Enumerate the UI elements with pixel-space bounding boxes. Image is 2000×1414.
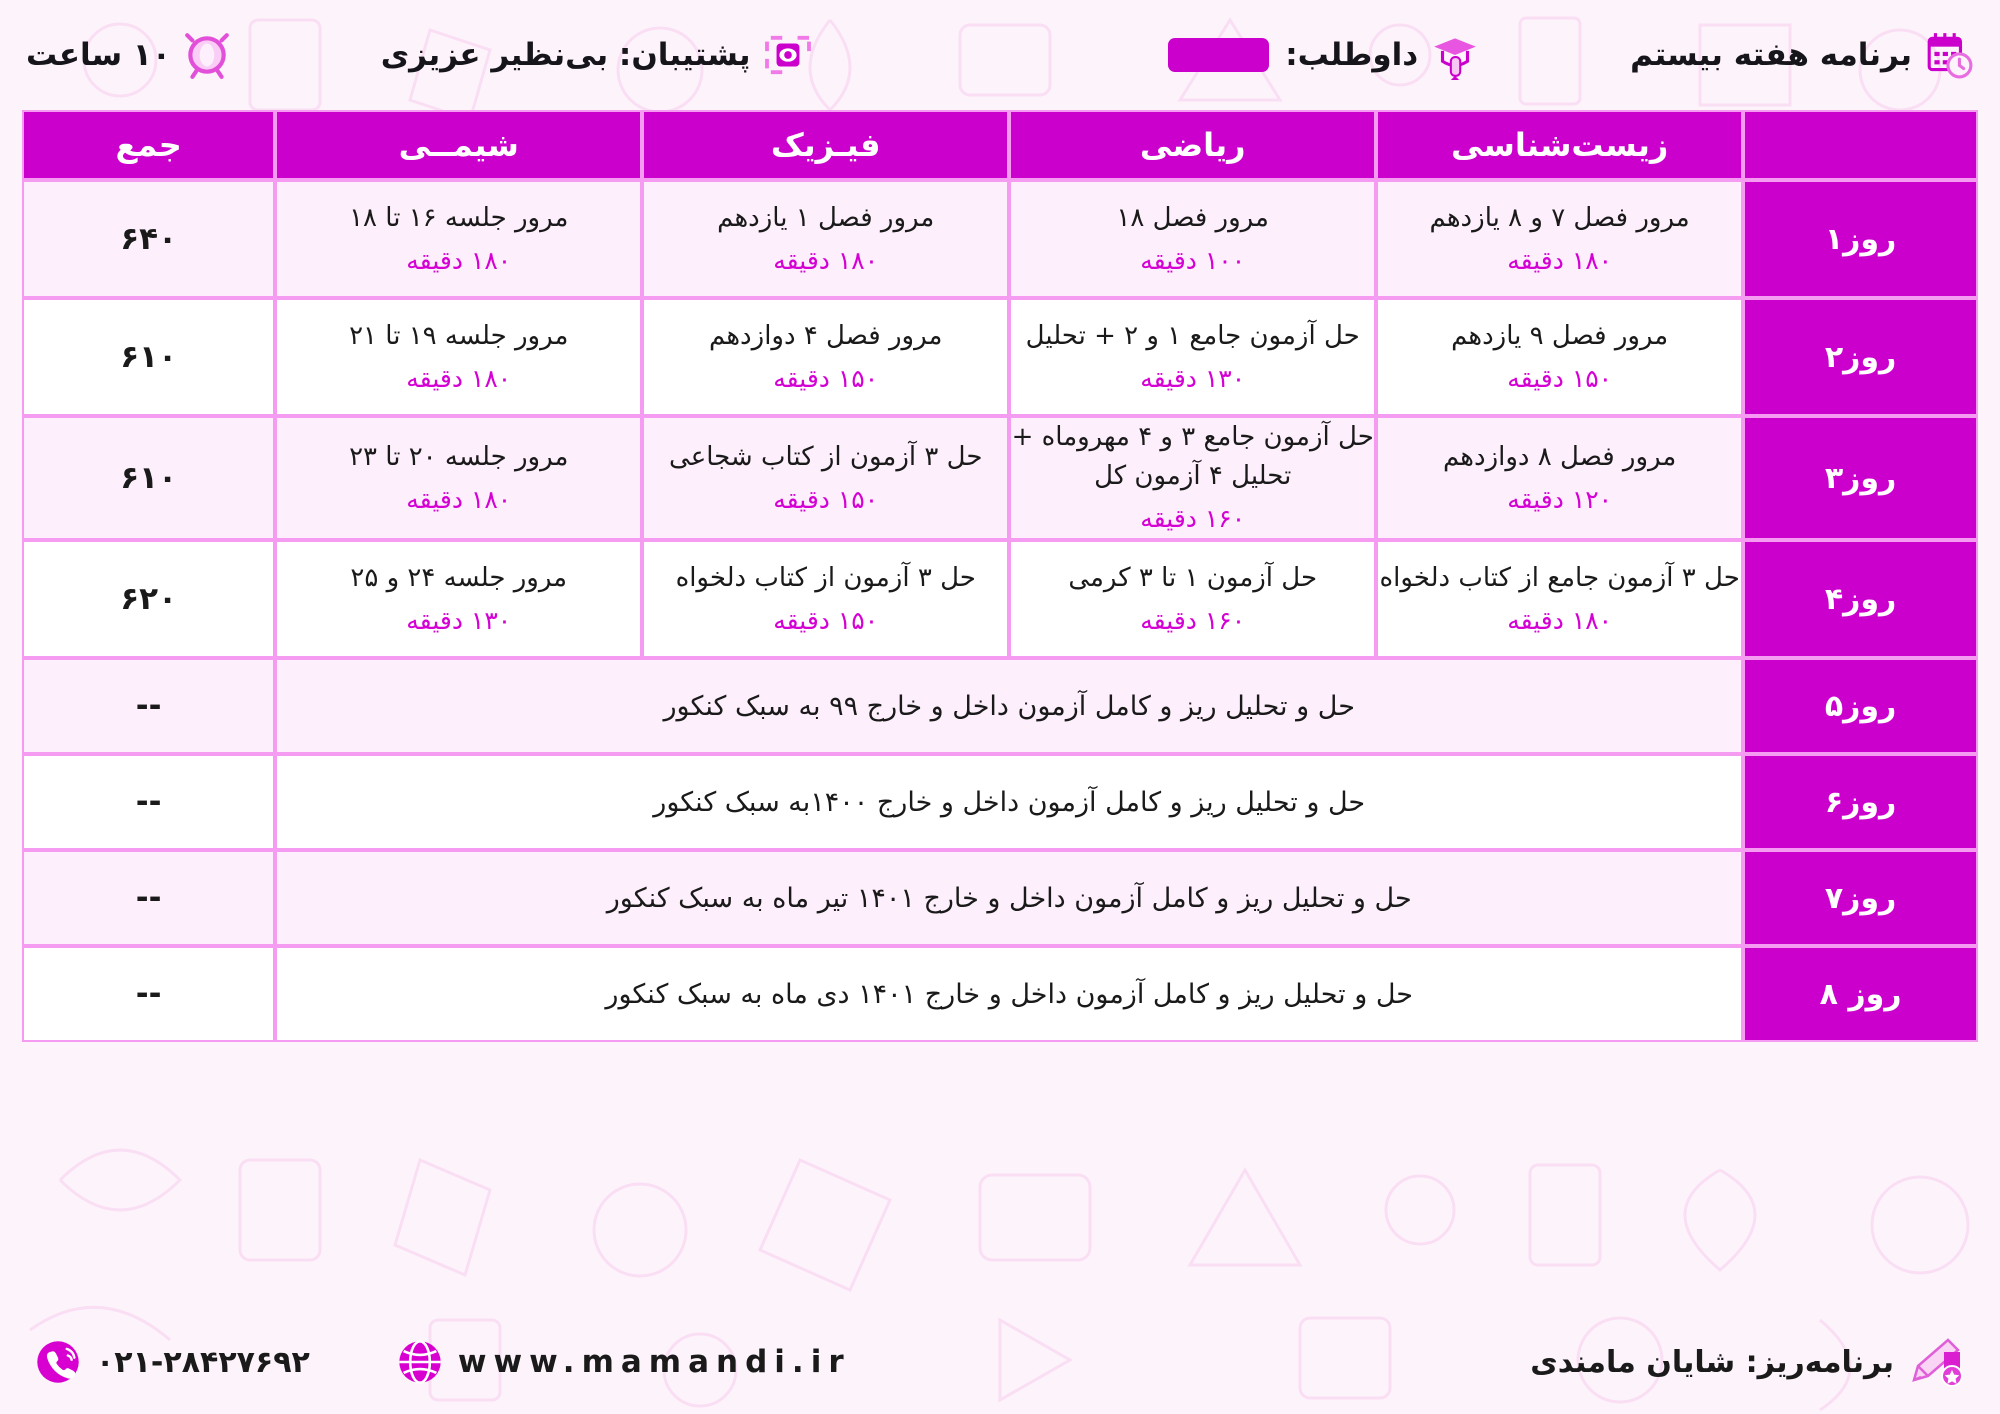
graduation-cap-icon [1430, 30, 1480, 80]
col-header-day [1743, 110, 1978, 180]
task-minutes: ۱۵۰ دقیقه [773, 363, 879, 393]
table-row [22, 754, 1978, 850]
day-label: روز۷ [1743, 850, 1978, 946]
cell-sum: ۶۱۰ [22, 298, 275, 416]
cell-sum: ۶۱۰ [22, 416, 275, 540]
pen-icon [1908, 1336, 1966, 1388]
task-minutes: ۱۲۰ دقیقه [1507, 484, 1613, 514]
table-row [22, 540, 1978, 658]
cell-physics [642, 540, 1009, 658]
cell-sum: -- [22, 850, 275, 946]
day-label: روز۵ [1743, 658, 1978, 754]
cell-biology [1376, 416, 1743, 540]
day-label: روز۲ [1743, 298, 1978, 416]
task-text: حل ۳ آزمون جامع از کتاب دلخواه [1379, 562, 1740, 593]
schedule-table-wrap [0, 110, 2000, 1042]
table-row [22, 180, 1978, 298]
header-title-group [1630, 30, 1974, 80]
task-text: مرور فصل ۹ یازدهم [1451, 320, 1669, 351]
col-header-biology: زیست‌شناسی [1376, 110, 1743, 180]
day-label: روز۶ [1743, 754, 1978, 850]
cell-chemistry [275, 416, 642, 540]
cell-math [1009, 298, 1376, 416]
website-group[interactable] [396, 1338, 851, 1386]
day-label: روز۱ [1743, 180, 1978, 298]
cell-full-week-task: حل و تحلیل ریز و کامل آزمون داخل و خارج ۱۴۰۱ تیر ماه به سبک کنکور [275, 850, 1743, 946]
cell-biology [1376, 180, 1743, 298]
task-minutes: ۱۳۰ دقیقه [1140, 363, 1246, 393]
table-body [22, 180, 1978, 1042]
planner-group [1530, 1336, 1966, 1388]
table-row [22, 658, 1978, 754]
table-row [22, 416, 1978, 540]
task-text: مرور فصل ۱ یازدهم [717, 202, 935, 233]
cell-biology [1376, 540, 1743, 658]
day-label: روز۳ [1743, 416, 1978, 540]
candidate-value[interactable]: ----- [1168, 38, 1269, 73]
cell-chemistry [275, 298, 642, 416]
table-row [22, 298, 1978, 416]
hours-label: ۱۰ ساعت [26, 37, 171, 73]
task-minutes: ۱۸۰ دقیقه [406, 245, 512, 275]
phone-group[interactable] [34, 1338, 310, 1386]
task-text: مرور جلسه ۲۴ و ۲۵ [350, 562, 568, 593]
cell-sum: -- [22, 658, 275, 754]
cell-sum: ۶۲۰ [22, 540, 275, 658]
cell-math [1009, 540, 1376, 658]
task-minutes: ۱۸۰ دقیقه [406, 484, 512, 514]
page-header [0, 0, 2000, 110]
task-minutes: ۱۵۰ دقیقه [773, 605, 879, 635]
planner-label: برنامه‌ریز: شایان مامندی [1530, 1344, 1894, 1380]
phone-icon [34, 1338, 82, 1386]
globe-icon [396, 1338, 444, 1386]
task-text: مرور جلسه ۱۶ تا ۱۸ [349, 202, 569, 233]
col-header-sum: جمع [22, 110, 275, 180]
candidate-group [1168, 30, 1480, 80]
cell-physics [642, 416, 1009, 540]
task-minutes: ۱۸۰ دقیقه [406, 363, 512, 393]
task-minutes: ۱۸۰ دقیقه [773, 245, 879, 275]
table-row [22, 946, 1978, 1042]
col-header-physics: فیـزیک [642, 110, 1009, 180]
alarm-clock-icon [183, 30, 231, 80]
task-text: مرور فصل ۱۸ [1116, 202, 1269, 233]
hours-group [26, 30, 231, 80]
task-text: حل آزمون جامع ۱ و ۲ + تحلیل [1025, 320, 1360, 351]
cell-sum: -- [22, 946, 275, 1042]
cell-full-week-task: حل و تحلیل ریز و کامل آزمون داخل و خارج ۹۹ به سبک کنکور [275, 658, 1743, 754]
task-text: مرور فصل ۴ دوازدهم [709, 320, 943, 351]
calendar-clock-icon [1924, 30, 1974, 80]
task-minutes: ۱۶۰ دقیقه [1140, 504, 1246, 534]
supporter-label: پشتیبان: بی‌نظیر عزیزی [380, 37, 751, 73]
cell-chemistry [275, 540, 642, 658]
task-minutes: ۱۳۰ دقیقه [406, 605, 512, 635]
task-minutes: ۱۰۰ دقیقه [1140, 245, 1246, 275]
cell-math [1009, 416, 1376, 540]
task-text: حل ۳ آزمون از کتاب دلخواه [675, 562, 976, 593]
task-text: حل آزمون جامع ۳ و ۴ مهروماه + تحلیل ۴ آزمون کل [1011, 422, 1374, 492]
task-text: حل ۳ آزمون از کتاب شجاعی [669, 441, 983, 472]
table-header-row [22, 110, 1978, 180]
col-header-math: ریاضی [1009, 110, 1376, 180]
task-text: مرور فصل ۸ دوازدهم [1442, 441, 1677, 472]
eye-card-icon [763, 34, 813, 76]
task-minutes: ۱۸۰ دقیقه [1507, 605, 1613, 635]
task-minutes: ۱۵۰ دقیقه [1507, 363, 1613, 393]
cell-math [1009, 180, 1376, 298]
cell-physics [642, 298, 1009, 416]
cell-sum: -- [22, 754, 275, 850]
candidate-label: داوطلب: [1285, 37, 1419, 73]
task-text: مرور فصل ۷ و ۸ یازدهم [1429, 202, 1690, 233]
cell-full-week-task: حل و تحلیل ریز و کامل آزمون داخل و خارج ۱۴۰۰به سبک کنکور [275, 754, 1743, 850]
page-footer [0, 1310, 2000, 1414]
cell-biology [1376, 298, 1743, 416]
table-row [22, 850, 1978, 946]
task-text: مرور جلسه ۲۰ تا ۲۳ [349, 441, 569, 472]
task-minutes: ۱۸۰ دقیقه [1507, 245, 1613, 275]
task-text: مرور جلسه ۱۹ تا ۲۱ [349, 320, 569, 351]
day-label: روز ۸ [1743, 946, 1978, 1042]
cell-sum: ۶۴۰ [22, 180, 275, 298]
day-label: روز۴ [1743, 540, 1978, 658]
page-title: برنامه هفته بیستم [1630, 37, 1912, 73]
col-header-chemistry: شیمــی [275, 110, 642, 180]
cell-physics [642, 180, 1009, 298]
cell-full-week-task: حل و تحلیل ریز و کامل آزمون داخل و خارج ۱۴۰۱ دی ماه به سبک کنکور [275, 946, 1743, 1042]
supporter-group [381, 34, 813, 76]
task-minutes: ۱۶۰ دقیقه [1140, 605, 1246, 635]
phone-text[interactable]: ۰۲۱-۲۸۴۲۷۶۹۲ [96, 1344, 310, 1380]
website-text[interactable]: www.mamandi.ir [457, 1344, 851, 1380]
task-text: حل آزمون ۱ تا ۳ کرمی [1068, 562, 1318, 593]
task-minutes: ۱۵۰ دقیقه [773, 484, 879, 514]
cell-chemistry [275, 180, 642, 298]
weekly-schedule-table [22, 110, 1978, 1042]
